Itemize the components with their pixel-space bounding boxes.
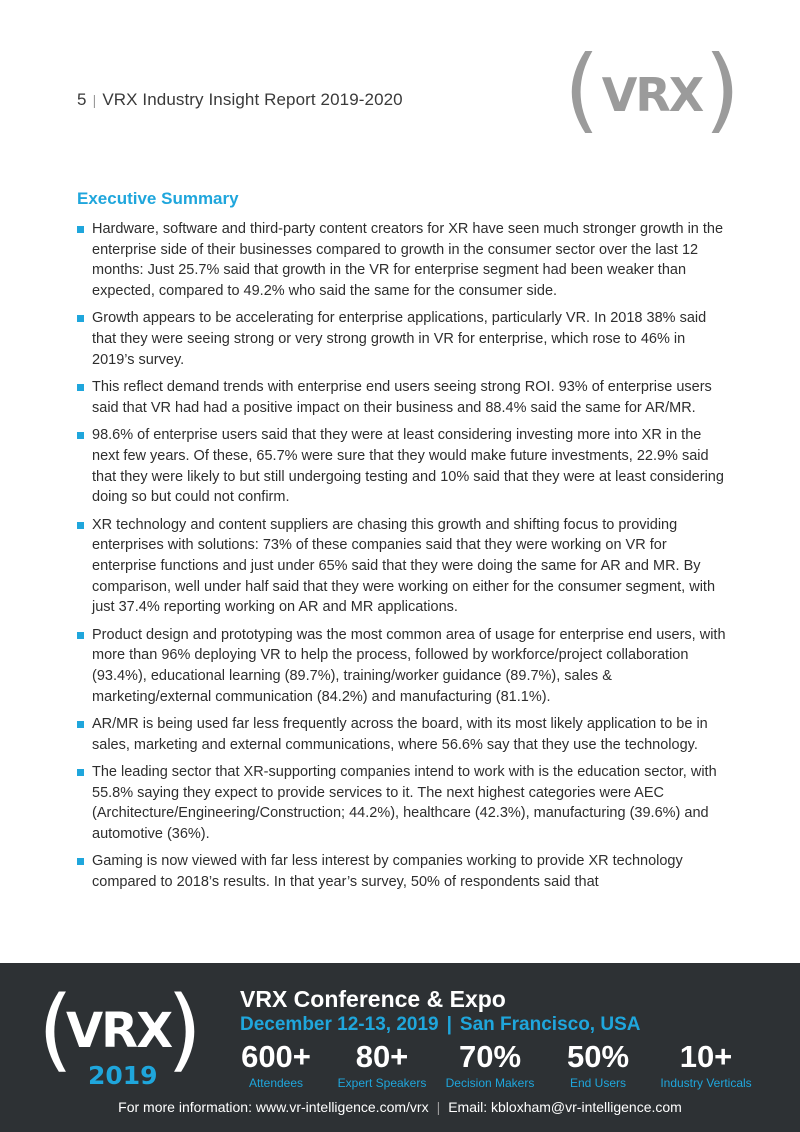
stat-value: 10+ [679, 1039, 733, 1074]
summary-bullet: 98.6% of enterprise users said that they were at least considering investing more into XR in the next few years. Of these, 65.7% were sure that they would make future investments, 22.9% said that they were likely to but still undergoing testing and 10% said that they were at least considering doing so but could not confirm. [77, 425, 727, 508]
contact-separator: | [436, 1099, 441, 1115]
website-link[interactable]: For more information: www.vr-intelligence.com/vrx [118, 1099, 429, 1115]
page-header [77, 90, 403, 110]
logo-text: VRX [601, 68, 703, 122]
summary-bullet: Hardware, software and third-party content creators for XR have seen much stronger growth in the enterprise side of their businesses compared to growth in the consumer sector over the last 12 months: Just 25.7% said that growth in the VR for enterprise segment had been weaker than expected, compared to 49.2% who said the same for the consumer side. [77, 219, 727, 302]
contact-info [0, 1099, 800, 1115]
event-location: San Francisco, USA [459, 1014, 641, 1035]
vrx-logo [563, 36, 741, 143]
logo-right-paren: ) [704, 36, 741, 143]
footer-logo-year: 2019 [88, 1061, 158, 1090]
section-title: Executive Summary [77, 189, 239, 208]
stat-speakers [332, 1040, 432, 1090]
stat-value: 50% [566, 1039, 630, 1074]
email-link[interactable]: Email: kbloxham@vr-intelligence.com [448, 1099, 682, 1115]
stat-label: Expert Speakers [337, 1076, 427, 1090]
event-separator: | [446, 1014, 452, 1035]
summary-bullet: XR technology and content suppliers are chasing this growth and shifting focus to providing enterprises with solutions: 73% of these companies said that they were working on VR for enterprise functions and just under 65% said that they were doing the same for AR and MR. By comparison, well under half said that they were working on either for the consumer segment, with just 37.4% reporting working on AR and MR applications. [77, 515, 727, 619]
stat-label: Industry Verticals [660, 1076, 752, 1090]
vrx-2019-logo [38, 977, 202, 1090]
event-date-location [240, 1014, 640, 1036]
event-title: VRX Conference & Expo [240, 986, 506, 1012]
summary-bullet: Product design and prototyping was the most common area of usage for enterprise end users, with more than 96% deploying VR to help the process, followed by workforce/project collaboration (93.4%), educational learning (89.7%), training/worker guidance (89.7%), sales & marketing/external communication (84.2%) and manufacturing (81.1%). [77, 625, 727, 708]
footer-logo-text: VRX [66, 1003, 172, 1059]
stat-end-users [552, 1040, 644, 1090]
stat-value: 600+ [241, 1039, 311, 1074]
summary-list [77, 219, 727, 899]
summary-bullet: The leading sector that XR-supporting companies intend to work with is the education sector, with 55.8% saying they expect to provide services to it. The next highest categories were AEC (Architecture/Engineering/Construction; 44.2%), healthcare (42.3%), manufacturing (39.6%) and automotive (36%). [77, 762, 727, 845]
stat-value: 70% [458, 1039, 522, 1074]
stat-label: Decision Makers [445, 1076, 535, 1090]
header-separator: | [92, 92, 97, 108]
stat-attendees [232, 1040, 320, 1090]
summary-bullet: This reflect demand trends with enterprise end users seeing strong ROI. 93% of enterprise users said that VR had had a positive impact on their business and 88.4% said the same for AR/MR. [77, 377, 727, 418]
summary-bullet: Growth appears to be accelerating for enterprise applications, particularly VR. In 2018 38% said that they were seeing strong or very strong growth in VR for enterprise, which rose to 46% in 2019’s survey. [77, 308, 727, 370]
stat-value: 80+ [355, 1039, 409, 1074]
footer-logo-left-paren: ( [38, 977, 74, 1082]
summary-bullet: Gaming is now viewed with far less interest by companies working to provide XR technology compared to 2018’s results. In that year’s survey, 50% of respondents said that [77, 851, 727, 892]
page-number: 5 [77, 90, 87, 109]
stat-label: Attendees [248, 1076, 304, 1090]
stat-label: End Users [569, 1076, 627, 1090]
stat-industry-verticals [650, 1040, 762, 1090]
summary-bullet: AR/MR is being used far less frequently across the board, with its most likely application to be in sales, marketing and external communications, where 56.6% say that they use the technology. [77, 714, 727, 755]
stat-decision-makers [438, 1040, 542, 1090]
report-title: VRX Industry Insight Report 2019-2020 [102, 90, 403, 109]
logo-left-paren: ( [563, 36, 600, 143]
footer-logo-right-paren: ) [166, 977, 202, 1082]
event-date: December 12-13, 2019 [240, 1014, 439, 1035]
